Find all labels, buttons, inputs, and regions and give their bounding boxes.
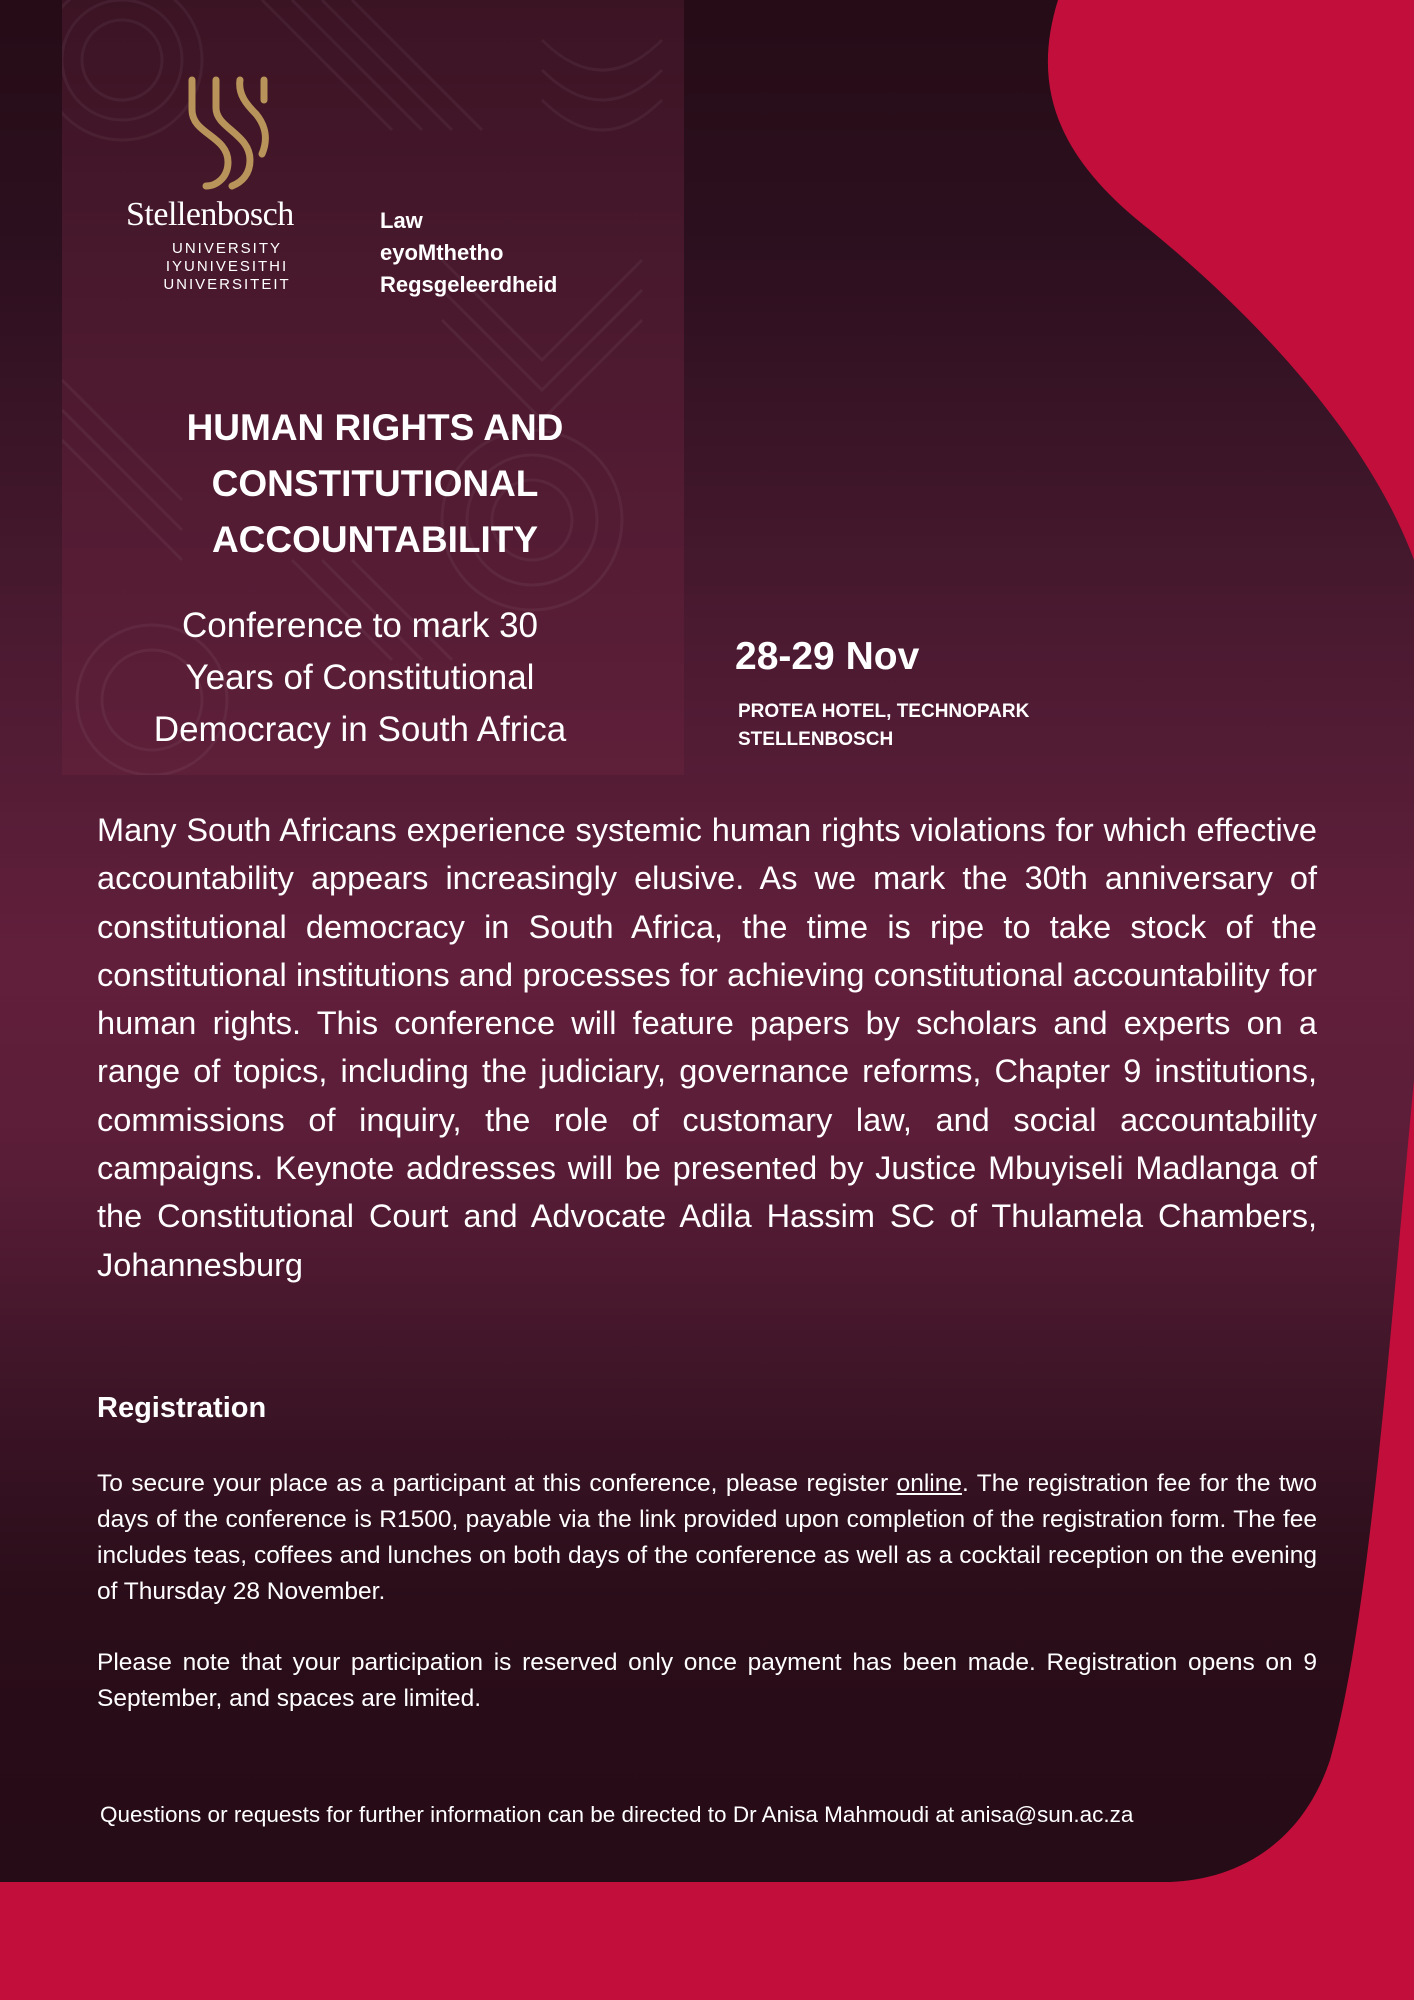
venue-line: STELLENBOSCH: [738, 729, 894, 750]
registration-text-after-link: . The registration fee for the two days of the conference is R1500, payable via the link provided upon completion of the registration form. The fee includes teas, coffees and lunches on both days of the conference as well as a cocktail reception on the evening of Thursday 28 November.: [97, 1470, 1318, 1605]
logo-sub-line: UNIVERSITEIT: [163, 276, 291, 293]
contact-info: Questions or requests for further information can be directed to Dr Anisa Mahmoudi at anisa@sun.ac.za: [100, 1802, 1134, 1827]
title-line: HUMAN RIGHTS AND: [186, 407, 564, 448]
conference-title: [120, 400, 630, 568]
conference-subtitle: [100, 600, 620, 756]
venue-line: PROTEA HOTEL, TECHNOPARK: [738, 701, 1030, 722]
subtitle-line: Democracy in South Africa: [153, 710, 567, 749]
faculty-line: eyoMthetho: [380, 240, 504, 265]
logo-wordmark: Stellenbosch: [126, 196, 294, 233]
subtitle-line: Years of Constitutional: [185, 658, 535, 697]
faculty-line: Regsgeleerdheid: [380, 272, 558, 297]
registration-text-before-link: To secure your place as a participant at this conference, please register: [97, 1470, 897, 1497]
faculty-line: Law: [380, 208, 423, 233]
event-venue: [738, 698, 1029, 754]
stellenbosch-crest-icon: [180, 74, 276, 192]
title-line: ACCOUNTABILITY: [211, 519, 539, 560]
registration-paragraph-1: [97, 1466, 1317, 1610]
logo-sub-line: UNIVERSITY: [171, 240, 282, 257]
subtitle-line: Conference to mark 30: [181, 606, 538, 645]
faculty-name: [380, 205, 557, 301]
footer-band: [0, 1882, 1414, 2000]
registration-heading: Registration: [97, 1392, 267, 1424]
registration-text: [97, 1466, 1317, 1752]
event-date: 28-29 Nov: [735, 635, 920, 678]
title-line: CONSTITUTIONAL: [211, 463, 539, 504]
register-online-link[interactable]: online: [896, 1470, 962, 1497]
logo-subtitle: [126, 240, 328, 294]
registration-paragraph-2: Please note that your participation is reserved only once payment has been made. Registration opens on 9 September, and spaces are limited.: [97, 1649, 1317, 1712]
logo-sub-line: IYUNIVESITHI: [165, 258, 289, 275]
conference-description: Many South Africans experience systemic human rights violations for which effective accountability appears increasingly elusive. As we mark the 30th anniversary of constitutional democracy in South Africa, the time is ripe to take stock of the constitutional institutions and processes for achieving constitutional accountability for human rights. This conference will feature papers by scholars and experts on a range of topics, including the judiciary, governance reforms, Chapter 9 institutions, commissions of inquiry, the role of customary law, and social accountability campaigns. Keynote addresses will be presented by Justice Mbuyiseli Madlanga of the Constitutional Court and Advocate Adila Hassim SC of Thulamela Chambers, Johannesburg: [97, 812, 1317, 1283]
